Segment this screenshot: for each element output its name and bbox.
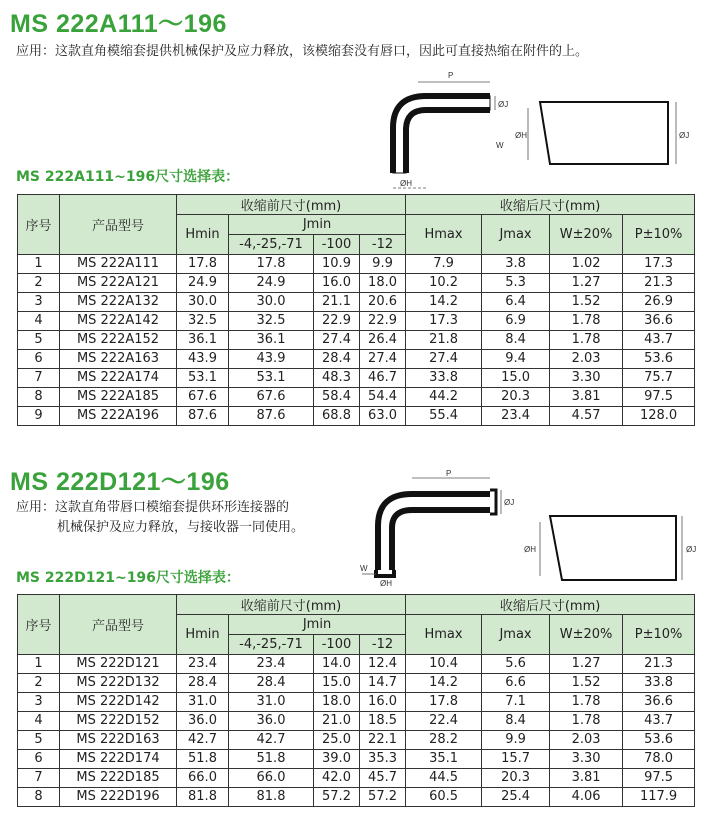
cell-w: 1.52 xyxy=(550,293,623,312)
header-p: P±10% xyxy=(623,615,695,655)
cell-jmin-1: 23.4 xyxy=(229,655,314,674)
cell-w: 3.81 xyxy=(550,388,623,407)
header-hmin: Hmin xyxy=(177,215,229,255)
cell-p: 75.7 xyxy=(623,369,695,388)
cell-jmin-1: 66.0 xyxy=(229,769,314,788)
cell-hmax: 21.8 xyxy=(406,331,482,350)
header-model: 产品型号 xyxy=(60,595,177,655)
cell-hmin: 36.1 xyxy=(177,331,229,350)
cell-jmin-1: 32.5 xyxy=(229,312,314,331)
cell-p: 43.7 xyxy=(623,331,695,350)
cell-jmin-3: 26.4 xyxy=(360,331,406,350)
cell-model: MS 222A111 xyxy=(60,255,177,274)
cell-jmin-1: 36.0 xyxy=(229,712,314,731)
table-row xyxy=(18,655,695,674)
cell-jmin-2: 15.0 xyxy=(314,674,360,693)
header-jmin-1: -4,-25,-71 xyxy=(229,635,314,655)
cell-jmax: 23.4 xyxy=(482,407,550,426)
cell-jmin-3: 46.7 xyxy=(360,369,406,388)
cell-model: MS 222D163 xyxy=(60,731,177,750)
section2-title: MS 222D121～196 xyxy=(10,468,230,496)
cell-seq: 1 xyxy=(18,255,60,274)
cell-hmin: 87.6 xyxy=(177,407,229,426)
cell-jmin-3: 22.9 xyxy=(360,312,406,331)
cell-hmax: 22.4 xyxy=(406,712,482,731)
table-row xyxy=(18,407,695,426)
cell-model: MS 222D132 xyxy=(60,674,177,693)
header-w: W±20% xyxy=(550,615,623,655)
table-row xyxy=(18,388,695,407)
cell-jmax: 6.9 xyxy=(482,312,550,331)
cell-model: MS 222A185 xyxy=(60,388,177,407)
cell-jmin-1: 67.6 xyxy=(229,388,314,407)
cell-hmin: 28.4 xyxy=(177,674,229,693)
cell-hmax: 14.2 xyxy=(406,674,482,693)
cell-hmin: 31.0 xyxy=(177,693,229,712)
table-row xyxy=(18,712,695,731)
cell-jmax: 9.4 xyxy=(482,350,550,369)
cell-jmax: 7.1 xyxy=(482,693,550,712)
cell-jmin-1: 87.6 xyxy=(229,407,314,426)
section1-figure xyxy=(378,68,703,196)
cell-hmax: 28.2 xyxy=(406,731,482,750)
section1-table-title: MS 222A111~196尺寸选择表： xyxy=(16,169,240,185)
cell-w: 1.52 xyxy=(550,674,623,693)
cell-w: 4.57 xyxy=(550,407,623,426)
table-row xyxy=(18,769,695,788)
cell-jmin-3: 45.7 xyxy=(360,769,406,788)
table-row xyxy=(18,312,695,331)
cell-jmin-2: 27.4 xyxy=(314,331,360,350)
section2-description-line2: 机械保护及应力释放，与接收器一同使用。 xyxy=(57,520,305,535)
cell-jmin-3: 9.9 xyxy=(360,255,406,274)
table-row xyxy=(18,274,695,293)
cell-jmax: 3.8 xyxy=(482,255,550,274)
cell-p: 78.0 xyxy=(623,750,695,769)
cell-model: MS 222D174 xyxy=(60,750,177,769)
cell-w: 2.03 xyxy=(550,731,623,750)
cell-jmin-3: 22.1 xyxy=(360,731,406,750)
cell-p: 21.3 xyxy=(623,274,695,293)
cell-hmin: 36.0 xyxy=(177,712,229,731)
cell-seq: 8 xyxy=(18,388,60,407)
cell-seq: 9 xyxy=(18,407,60,426)
cell-w: 4.06 xyxy=(550,788,623,807)
cell-hmax: 7.9 xyxy=(406,255,482,274)
cell-jmin-1: 53.1 xyxy=(229,369,314,388)
cell-hmin: 17.8 xyxy=(177,255,229,274)
cell-hmin: 66.0 xyxy=(177,769,229,788)
table-row xyxy=(18,750,695,769)
section1-description: 应用：这款直角模缩套提供机械保护及应力释放，该模缩套没有唇口，因此可直接热缩在附件的上。 xyxy=(16,44,589,59)
fig1-label-j2: ØJ xyxy=(679,131,690,140)
cell-hmax: 27.4 xyxy=(406,350,482,369)
cell-hmax: 44.5 xyxy=(406,769,482,788)
header-w: W±20% xyxy=(550,215,623,255)
table-row xyxy=(18,350,695,369)
cell-jmin-1: 24.9 xyxy=(229,274,314,293)
cell-jmin-2: 58.4 xyxy=(314,388,360,407)
section2-size-table xyxy=(17,594,695,807)
cell-seq: 7 xyxy=(18,369,60,388)
cell-p: 53.6 xyxy=(623,731,695,750)
header-after-shrink: 收缩后尺寸(mm) xyxy=(406,195,695,215)
header-jmin-1: -4,-25,-71 xyxy=(229,235,314,255)
table-row xyxy=(18,369,695,388)
cell-p: 26.9 xyxy=(623,293,695,312)
cell-jmin-2: 22.9 xyxy=(314,312,360,331)
table-row xyxy=(18,255,695,274)
cell-jmin-1: 28.4 xyxy=(229,674,314,693)
header-jmin: Jmin xyxy=(229,215,406,235)
cell-model: MS 222A142 xyxy=(60,312,177,331)
cell-jmin-2: 25.0 xyxy=(314,731,360,750)
cell-hmax: 33.8 xyxy=(406,369,482,388)
header-before-shrink: 收缩前尺寸(mm) xyxy=(177,595,406,615)
cell-jmin-1: 17.8 xyxy=(229,255,314,274)
cell-p: 17.3 xyxy=(623,255,695,274)
cell-model: MS 222A152 xyxy=(60,331,177,350)
cell-p: 53.6 xyxy=(623,350,695,369)
cell-hmin: 23.4 xyxy=(177,655,229,674)
cell-seq: 4 xyxy=(18,712,60,731)
cell-jmax: 15.7 xyxy=(482,750,550,769)
cell-hmin: 67.6 xyxy=(177,388,229,407)
cell-hmin: 81.8 xyxy=(177,788,229,807)
cell-w: 1.78 xyxy=(550,331,623,350)
table-row xyxy=(18,693,695,712)
header-jmin-3: -12 xyxy=(360,635,406,655)
fig2-label-h2: ØH xyxy=(524,545,536,554)
cell-hmin: 53.1 xyxy=(177,369,229,388)
header-model: 产品型号 xyxy=(60,195,177,255)
cell-seq: 8 xyxy=(18,788,60,807)
header-jmin-3: -12 xyxy=(360,235,406,255)
cell-jmin-1: 36.1 xyxy=(229,331,314,350)
cell-jmin-1: 43.9 xyxy=(229,350,314,369)
cell-w: 1.02 xyxy=(550,255,623,274)
fig2-label-j2: ØJ xyxy=(686,545,697,554)
cell-jmin-2: 16.0 xyxy=(314,274,360,293)
fig2-label-h: ØH xyxy=(380,579,392,588)
table-row xyxy=(18,788,695,807)
cell-p: 97.5 xyxy=(623,388,695,407)
header-seq: 序号 xyxy=(18,595,60,655)
cell-seq: 3 xyxy=(18,693,60,712)
cell-jmin-2: 39.0 xyxy=(314,750,360,769)
cell-jmin-3: 27.4 xyxy=(360,350,406,369)
fig1-label-j: ØJ xyxy=(498,100,509,109)
cell-seq: 7 xyxy=(18,769,60,788)
cell-jmin-3: 35.3 xyxy=(360,750,406,769)
cell-jmin-2: 21.0 xyxy=(314,712,360,731)
cell-jmin-1: 81.8 xyxy=(229,788,314,807)
header-hmax: Hmax xyxy=(406,615,482,655)
cell-seq: 2 xyxy=(18,674,60,693)
cell-jmin-3: 20.6 xyxy=(360,293,406,312)
cell-model: MS 222A132 xyxy=(60,293,177,312)
cell-hmin: 51.8 xyxy=(177,750,229,769)
header-jmin-2: -100 xyxy=(314,635,360,655)
cell-jmin-3: 16.0 xyxy=(360,693,406,712)
header-jmin: Jmin xyxy=(229,615,406,635)
cell-hmax: 10.4 xyxy=(406,655,482,674)
cell-jmin-2: 42.0 xyxy=(314,769,360,788)
cell-jmin-3: 18.0 xyxy=(360,274,406,293)
cell-hmin: 24.9 xyxy=(177,274,229,293)
cell-jmin-1: 31.0 xyxy=(229,693,314,712)
cell-jmax: 20.3 xyxy=(482,769,550,788)
header-jmin-2: -100 xyxy=(314,235,360,255)
cell-jmin-2: 48.3 xyxy=(314,369,360,388)
cell-jmin-2: 14.0 xyxy=(314,655,360,674)
cell-jmax: 8.4 xyxy=(482,712,550,731)
cell-jmax: 25.4 xyxy=(482,788,550,807)
cell-p: 36.6 xyxy=(623,693,695,712)
cell-jmax: 6.4 xyxy=(482,293,550,312)
fig2-label-p: P xyxy=(446,469,452,478)
header-hmax: Hmax xyxy=(406,215,482,255)
header-seq: 序号 xyxy=(18,195,60,255)
cell-jmin-1: 51.8 xyxy=(229,750,314,769)
cell-p: 21.3 xyxy=(623,655,695,674)
fig1-label-w: W xyxy=(496,141,504,150)
cell-jmax: 20.3 xyxy=(482,388,550,407)
cell-model: MS 222A163 xyxy=(60,350,177,369)
cell-jmin-2: 28.4 xyxy=(314,350,360,369)
section2-table-title: MS 222D121~196尺寸选择表： xyxy=(16,570,240,586)
cell-hmax: 17.8 xyxy=(406,693,482,712)
fig1-label-p: P xyxy=(448,71,454,80)
cell-hmax: 10.2 xyxy=(406,274,482,293)
table-row xyxy=(18,293,695,312)
cell-jmin-3: 57.2 xyxy=(360,788,406,807)
section1-size-table xyxy=(17,194,695,426)
cell-jmax: 6.6 xyxy=(482,674,550,693)
header-jmax: Jmax xyxy=(482,615,550,655)
section2-description-line1: 应用：这款直角带唇口模缩套提供环形连接器的 xyxy=(16,500,290,515)
cell-w: 3.81 xyxy=(550,769,623,788)
cell-w: 1.78 xyxy=(550,693,623,712)
cell-hmin: 32.5 xyxy=(177,312,229,331)
fig1-label-h2: ØH xyxy=(515,131,527,140)
cell-jmin-3: 54.4 xyxy=(360,388,406,407)
cell-hmax: 55.4 xyxy=(406,407,482,426)
cell-jmax: 15.0 xyxy=(482,369,550,388)
cell-jmin-3: 63.0 xyxy=(360,407,406,426)
cell-w: 1.27 xyxy=(550,655,623,674)
cell-model: MS 222D142 xyxy=(60,693,177,712)
cell-jmin-2: 57.2 xyxy=(314,788,360,807)
cell-jmin-2: 68.8 xyxy=(314,407,360,426)
cell-hmin: 30.0 xyxy=(177,293,229,312)
header-jmax: Jmax xyxy=(482,215,550,255)
header-before-shrink: 收缩前尺寸(mm) xyxy=(177,195,406,215)
cell-jmin-2: 10.9 xyxy=(314,255,360,274)
cell-model: MS 222A174 xyxy=(60,369,177,388)
cell-seq: 2 xyxy=(18,274,60,293)
cell-seq: 5 xyxy=(18,331,60,350)
cell-hmax: 35.1 xyxy=(406,750,482,769)
cell-p: 43.7 xyxy=(623,712,695,731)
fig2-label-w: W xyxy=(360,564,368,573)
cell-w: 2.03 xyxy=(550,350,623,369)
cell-jmax: 8.4 xyxy=(482,331,550,350)
cell-model: MS 222D185 xyxy=(60,769,177,788)
table-row xyxy=(18,674,695,693)
cell-jmin-3: 12.4 xyxy=(360,655,406,674)
cell-seq: 5 xyxy=(18,731,60,750)
fig2-label-j: ØJ xyxy=(504,498,515,507)
table-row xyxy=(18,731,695,750)
cell-seq: 6 xyxy=(18,750,60,769)
cell-model: MS 222D121 xyxy=(60,655,177,674)
cell-p: 128.0 xyxy=(623,407,695,426)
section1-title: MS 222A111～196 xyxy=(10,10,227,38)
cell-p: 117.9 xyxy=(623,788,695,807)
cell-jmax: 5.6 xyxy=(482,655,550,674)
cell-seq: 4 xyxy=(18,312,60,331)
cell-p: 33.8 xyxy=(623,674,695,693)
cell-w: 1.78 xyxy=(550,712,623,731)
cell-p: 36.6 xyxy=(623,312,695,331)
cell-seq: 3 xyxy=(18,293,60,312)
cell-jmin-1: 30.0 xyxy=(229,293,314,312)
table-row xyxy=(18,331,695,350)
cell-jmin-1: 42.7 xyxy=(229,731,314,750)
header-hmin: Hmin xyxy=(177,615,229,655)
cell-w: 1.27 xyxy=(550,274,623,293)
fig1-label-h: ØH xyxy=(400,179,412,188)
cell-p: 97.5 xyxy=(623,769,695,788)
header-after-shrink: 收缩后尺寸(mm) xyxy=(406,595,695,615)
cell-hmax: 14.2 xyxy=(406,293,482,312)
cell-model: MS 222A196 xyxy=(60,407,177,426)
cell-jmin-3: 18.5 xyxy=(360,712,406,731)
cell-w: 3.30 xyxy=(550,750,623,769)
cell-w: 1.78 xyxy=(550,312,623,331)
cell-model: MS 222D152 xyxy=(60,712,177,731)
cell-hmin: 42.7 xyxy=(177,731,229,750)
cell-jmin-3: 14.7 xyxy=(360,674,406,693)
cell-jmin-2: 18.0 xyxy=(314,693,360,712)
cell-jmax: 9.9 xyxy=(482,731,550,750)
cell-jmax: 5.3 xyxy=(482,274,550,293)
header-p: P±10% xyxy=(623,215,695,255)
cell-hmin: 43.9 xyxy=(177,350,229,369)
section2-figure xyxy=(358,468,703,590)
cell-hmax: 44.2 xyxy=(406,388,482,407)
cell-seq: 6 xyxy=(18,350,60,369)
cell-model: MS 222A121 xyxy=(60,274,177,293)
cell-jmin-2: 21.1 xyxy=(314,293,360,312)
cell-w: 3.30 xyxy=(550,369,623,388)
cell-seq: 1 xyxy=(18,655,60,674)
cell-hmax: 17.3 xyxy=(406,312,482,331)
cell-model: MS 222D196 xyxy=(60,788,177,807)
cell-hmax: 60.5 xyxy=(406,788,482,807)
